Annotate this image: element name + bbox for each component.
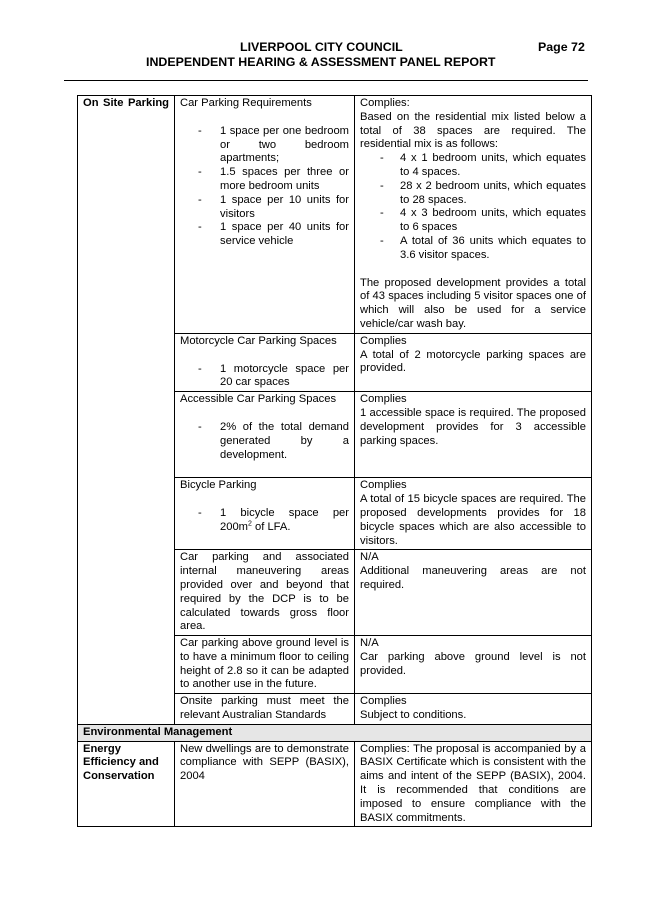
compliance-status: Complies [360,393,407,406]
compliance-status: Complies: [360,97,410,109]
requirement-text: Onsite parking must meet the relevant Australian Standards [180,695,349,722]
list-item: - 4 x 1 bedroom units, which equates to 4 spaces. [360,152,586,180]
compliance-text: Based on the residential mix listed below a total of 38 spaces are required. The residential mix is as follows: [360,110,586,151]
compliance-table [77,95,592,827]
requirement-title: Car Parking Requirements [180,97,312,109]
council-name: LIVERPOOL CITY COUNCIL [240,40,403,54]
compliance-text: A total of 2 motorcycle parking spaces are provided. [360,348,586,375]
requirement-title: Motorcycle Car Parking Spaces [180,334,337,347]
compliance-text: Car parking above ground level is not provided. [360,650,586,677]
compliance-cell [355,694,592,725]
compliance-cell [355,636,592,694]
compliance-status: Complies [360,479,407,492]
requirement-title: Bicycle Parking [180,479,257,492]
requirement-cell [175,694,355,725]
compliance-text: Additional maneuvering areas are not required. [360,565,586,591]
table-row [78,741,592,827]
header-divider [64,80,588,81]
table-row [78,96,592,334]
requirement-cell [175,550,355,636]
requirement-list [180,125,349,249]
requirement-text: Car parking above ground level is to have a minimum floor to ceiling height of 2.8 so it can be adapted to another use in the future. [180,637,349,691]
requirement-cell [175,636,355,694]
requirement-title: Accessible Car Parking Spaces [180,393,337,406]
requirement-cell [175,741,355,827]
list-item: - 1 space per 40 units for service vehicle [180,221,349,249]
list-item: - 1 bicycle space per $200m^2$ of LFA. [180,507,349,535]
page-number: Page 72 [538,40,585,54]
list-item: - 1 space per 10 units for visitors [180,194,349,222]
list-item: - 1 motorcycle space per 20 car spaces [180,363,349,391]
requirement-text: New dwellings are to demonstrate compliance with SEPP (BASIX), 2004 [180,742,349,783]
section-header-row [78,724,592,741]
compliance-cell [355,550,592,636]
compliance-list [360,152,586,262]
requirement-cell [175,478,355,550]
list-item: - 28 x 2 bedroom units, which equates to 28 spaces. [360,180,586,208]
compliance-text: Complies: The proposal is accompanied by a BASIX Certificate which is consistent with the aims and intent of the SEPP (BASIX), 2004. It is recommended that conditions are imposed to ensure compliance with the BASIX commitments. [360,742,586,824]
requirement-list [180,507,349,535]
compliance-text: The proposed development provides a total of 43 spaces including 5 visitor spaces one of which will also be used for a service vehicle/car wash bay. [360,276,586,330]
list-item: - 1.5 spaces per three or more bedroom units [180,166,349,194]
requirement-cell [175,333,355,391]
requirement-list [180,421,349,462]
requirement-text: Car parking and associated internal maneuvering areas provided over and beyond that required by the DCP is to be calculated towards gross floor area. [180,551,349,633]
category-cell [78,96,175,725]
compliance-text: Subject to conditions. [360,709,467,722]
report-title: INDEPENDENT HEARING & ASSESSMENT PANEL REPORT [146,55,496,69]
compliance-cell [355,741,592,827]
compliance-status: N/A [360,637,379,650]
list-item: - 4 x 3 bedroom units, which equates to 6 spaces [360,207,586,235]
category-label: Energy Efficiency and Conservation [83,742,159,783]
compliance-cell [355,478,592,550]
category-cell [78,741,175,827]
list-item: - A total of 36 units which equates to 3.6 visitor spaces. [360,235,586,263]
compliance-cell [355,333,592,391]
compliance-cell [355,96,592,334]
compliance-text: A total of 15 bicycle spaces are required. The proposed developments provides for 18 bicycle spaces which are also accessible to visitors. [360,493,586,547]
compliance-status: Complies [360,695,407,708]
list-item: - 2% of the total demand generated by a development. [180,421,349,462]
category-label: On Site Parking [83,97,169,109]
section-header: Environmental Management [78,724,592,741]
compliance-status: Complies [360,334,407,347]
requirement-list [180,363,349,391]
compliance-text: 1 accessible space is required. The proposed development provides for 3 accessible parking spaces. [360,406,586,447]
list-item: - 1 space per one bedroom or two bedroom apartments; [180,125,349,166]
requirement-cell [175,392,355,478]
compliance-cell [355,392,592,478]
compliance-status: N/A [360,551,379,564]
requirement-cell [175,96,355,334]
